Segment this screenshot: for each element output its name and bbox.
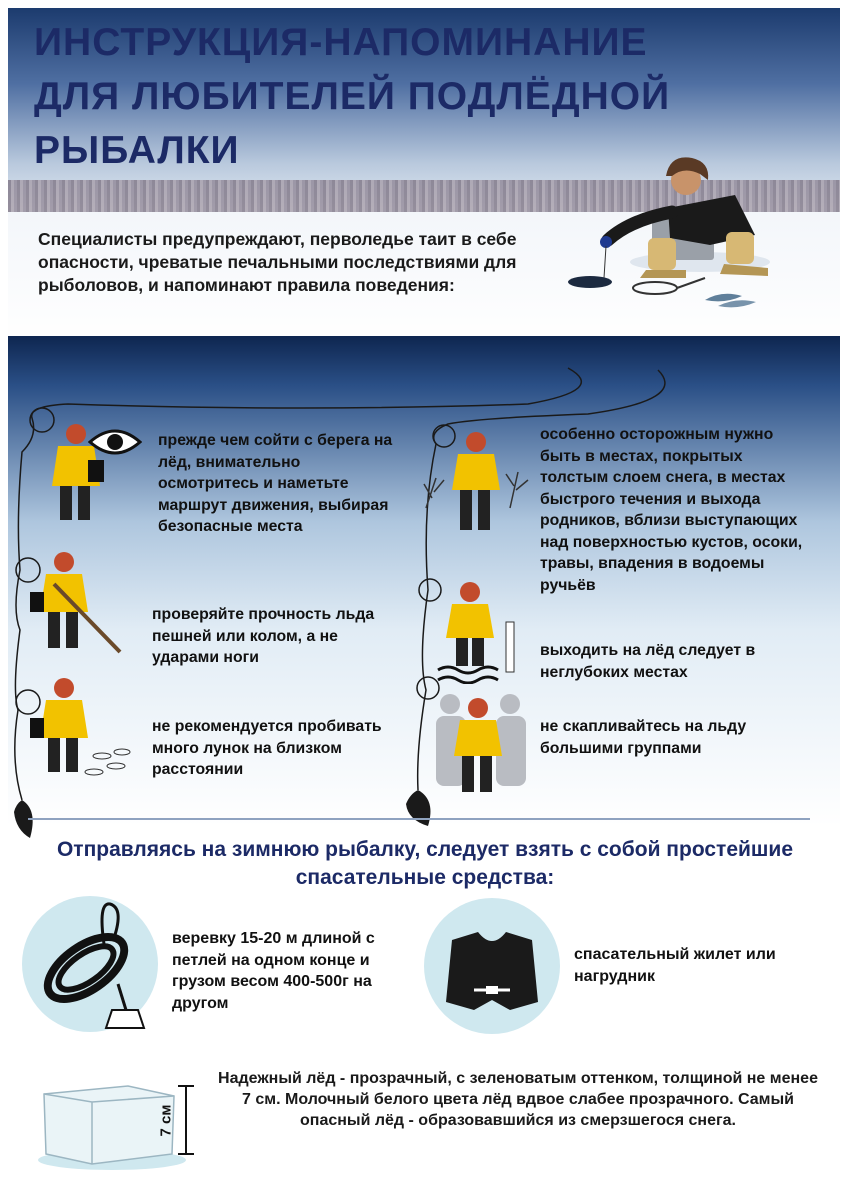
life-vest-icon xyxy=(416,890,568,1042)
fisherman-bushes-figure xyxy=(420,428,532,538)
tip-test-ice: проверяйте прочность льда пешней или колом, а не ударами ноги xyxy=(152,606,375,666)
rope-icon xyxy=(14,888,166,1040)
rescue-heading: Отправляясь на зимнюю рыбалку, следует взять с собой простейшие спасательные средства: xyxy=(56,838,794,889)
fisherman-shallow-figure xyxy=(436,580,526,684)
tip-few-holes: не рекомендуется пробивать много лунок на близком расстоянии xyxy=(152,718,382,778)
tip-look-around: прежде чем сойти с берега на лёд, внимательно осмотритесь и наметьте маршрут движения, выбирая безопасные места xyxy=(158,432,393,535)
eye-icon xyxy=(88,424,142,460)
tip-shallow-places: выходить на лёд следует в неглубоких местах xyxy=(540,642,756,681)
fisherman-holes-figure xyxy=(24,674,134,784)
vest-text: спасательный жилет или нагрудник xyxy=(574,946,776,985)
fisherman-testing-ice-figure xyxy=(24,548,134,660)
fisherman-crowd-figure xyxy=(430,690,530,800)
page-title: ИНСТРУКЦИЯ-НАПОМИНАНИЕ ДЛЯ ЛЮБИТЕЛЕЙ ПОДЛЁДНОЙ РЫБАЛКИ xyxy=(34,21,671,172)
tip-dangerous-places: особенно осторожным нужно быть в местах, покрытых толстым слоем снега, в местах быстрого течения и выхода родников, вблизи выступающих над поверхностью кустов, осоки, травы, впадения в водоемы ручьёв xyxy=(540,426,803,594)
ice-quality-note: Надежный лёд - прозрачный, с зеленоватым оттенком, толщиной не менее 7 см. Молочный белого цвета лёд вдвое слабее прозрачного. Самый опасный лёд - образовавшийся из смерзшегося снега. xyxy=(218,1070,818,1129)
tip-no-crowds: не скапливайтесь на льду большими группами xyxy=(540,718,747,757)
ice-fisherman-illustration xyxy=(560,150,790,320)
ice-cube-icon xyxy=(34,1076,204,1172)
rope-text: веревку 15-20 м длиной с петлей на одном конце и грузом весом 400-500г на другом xyxy=(172,930,375,1012)
ice-thickness-label: 7 см xyxy=(157,1104,175,1137)
section-divider xyxy=(28,818,810,820)
intro-text: Специалисты предупреждают, перволедье таит в себе опасности, чреватые печальными последствиями для рыболовов, и напоминают правила поведения: xyxy=(38,229,517,295)
